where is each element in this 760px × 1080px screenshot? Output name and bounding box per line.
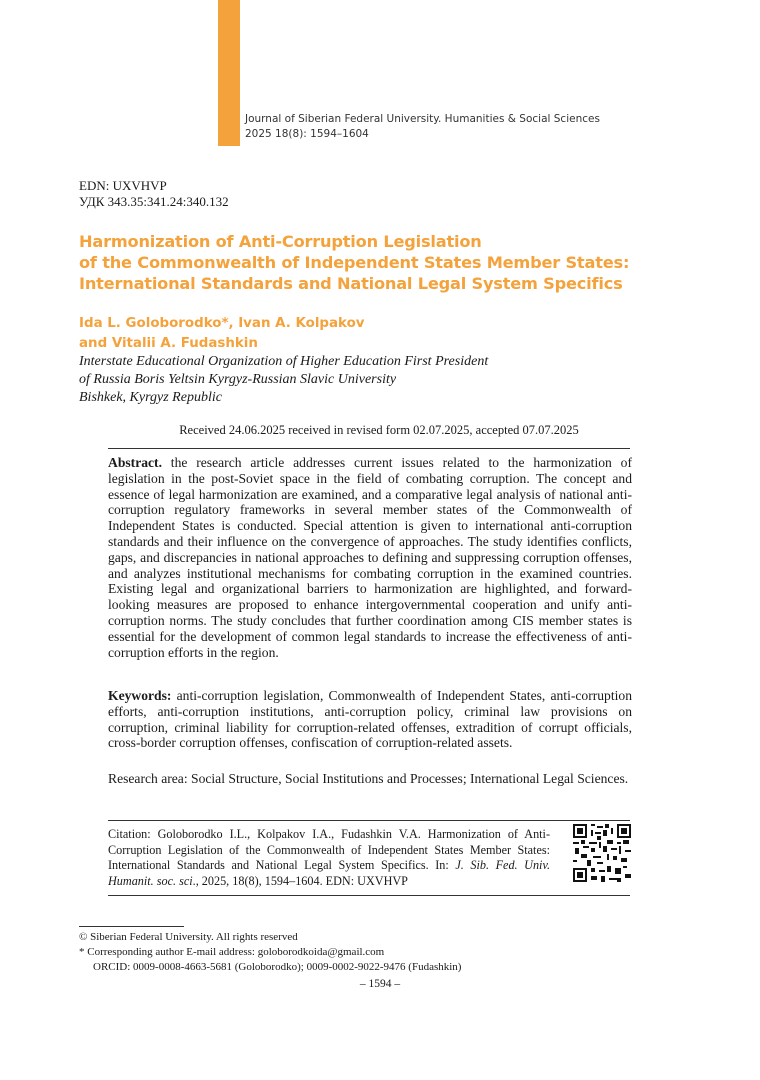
qr-code-icon[interactable]	[573, 824, 631, 882]
abstract-label: Abstract.	[108, 455, 162, 470]
affiliation-line: Interstate Educational Organization of Higher Education First President	[79, 354, 489, 369]
title-line: of the Commonwealth of Independent States Member States:	[79, 253, 630, 272]
page-number: – 1594 –	[359, 978, 401, 990]
received-dates: Received 24.06.2025 received in revised form 02.07.2025, accepted 07.07.2025	[179, 423, 579, 437]
title-line: Harmonization of Anti-Corruption Legislation	[79, 232, 482, 251]
divider-top	[108, 448, 630, 449]
citation	[108, 827, 550, 889]
udk-id: УДК 343.35:341.24:340.132	[79, 194, 229, 209]
title-line: International Standards and National Legal System Specifics	[79, 274, 623, 293]
identifiers	[79, 178, 229, 210]
corresponding-author-note: * Corresponding author E-mail address: goloborodkoida@gmail.com	[79, 945, 385, 958]
journal-issue: 2025 18(8): 1594–1604	[245, 128, 369, 140]
journal-accent-bar	[218, 0, 240, 146]
keywords-label: Keywords:	[108, 688, 172, 703]
footnote-divider	[79, 926, 184, 927]
abstract-text: the research article addresses current issues related to the harmonization of legislation in the post-Soviet space in the field of combating corruption. The concept and essence of legal harmonization are examined, and a comparative legal analysis of national anti-corruption regulatory frameworks in several member states of the Commonwealth of Independent States is conducted. Special attention is given to international anti-corruption standards and their influence on the convergence of approaches. The study identifies conflicts, gaps, and discrepancies in national approaches to defining and suppressing corruption offenses, and analyzes institutional mechanisms for combating corruption in the examined countries. Existing legal and organizational barriers to harmonization are highlighted, and forward-looking measures are proposed to enhance intergovernmental cooperation and unify anti-corruption norms. The study concludes that further coordination among CIS member states is essential for the development of common legal standards to increase the effectiveness of anti-corruption efforts in the region.	[108, 455, 632, 660]
authors	[79, 314, 365, 354]
copyright-note: © Siberian Federal University. All rights reserved	[79, 931, 298, 943]
authors-line: and Vitalii A. Fudashkin	[79, 336, 258, 351]
divider-citation-top	[108, 820, 630, 821]
research-area: Research area: Social Structure, Social Institutions and Processes; International Legal Sciences.	[108, 771, 629, 786]
citation-tail: ., 2025, 18(8), 1594–1604. EDN: UXVHVP	[192, 873, 408, 888]
footnotes	[79, 930, 461, 974]
divider-citation-bottom	[108, 895, 630, 896]
keywords	[108, 688, 632, 751]
keywords-text: anti-corruption legislation, Commonwealth of Independent States, anti-corruption efforts, anti-corruption institutions, anti-corruption policy, criminal law provisions on corruption, criminal liability for corruption-related offenses, extradition of corrupt officials, cross-border corruption offenses, confiscation of corruption-related assets.	[108, 688, 632, 751]
affiliation-line: of Russia Boris Yeltsin Kyrgyz-Russian Slavic University	[79, 372, 397, 387]
citation-journal: J. Sib. Fed. Univ. Humanit. soc. sci	[108, 858, 550, 888]
abstract	[108, 455, 632, 660]
journal-name: Journal of Siberian Federal University. Humanities & Social Sciences	[245, 113, 600, 125]
orcid-note: ORCID: 0009-0008-4663-5681 (Goloborodko); 0009-0002-9022-9476 (Fudashkin)	[93, 960, 462, 973]
affiliation	[79, 353, 488, 407]
article-title	[79, 231, 679, 294]
edn-id: EDN: UXVHVP	[79, 178, 167, 193]
affiliation-line: Bishkek, Kyrgyz Republic	[79, 390, 222, 405]
citation-text: Citation: Goloborodko I.L., Kolpakov I.A., Fudashkin V.A. Harmonization of Anti-Corruption Legislation of the Commonwealth of Independent States Member States: International Standards and National Legal System Specifics. In:	[108, 827, 550, 873]
journal-header	[245, 112, 600, 142]
authors-line: Ida L. Goloborodko*, Ivan A. Kolpakov	[79, 316, 365, 331]
